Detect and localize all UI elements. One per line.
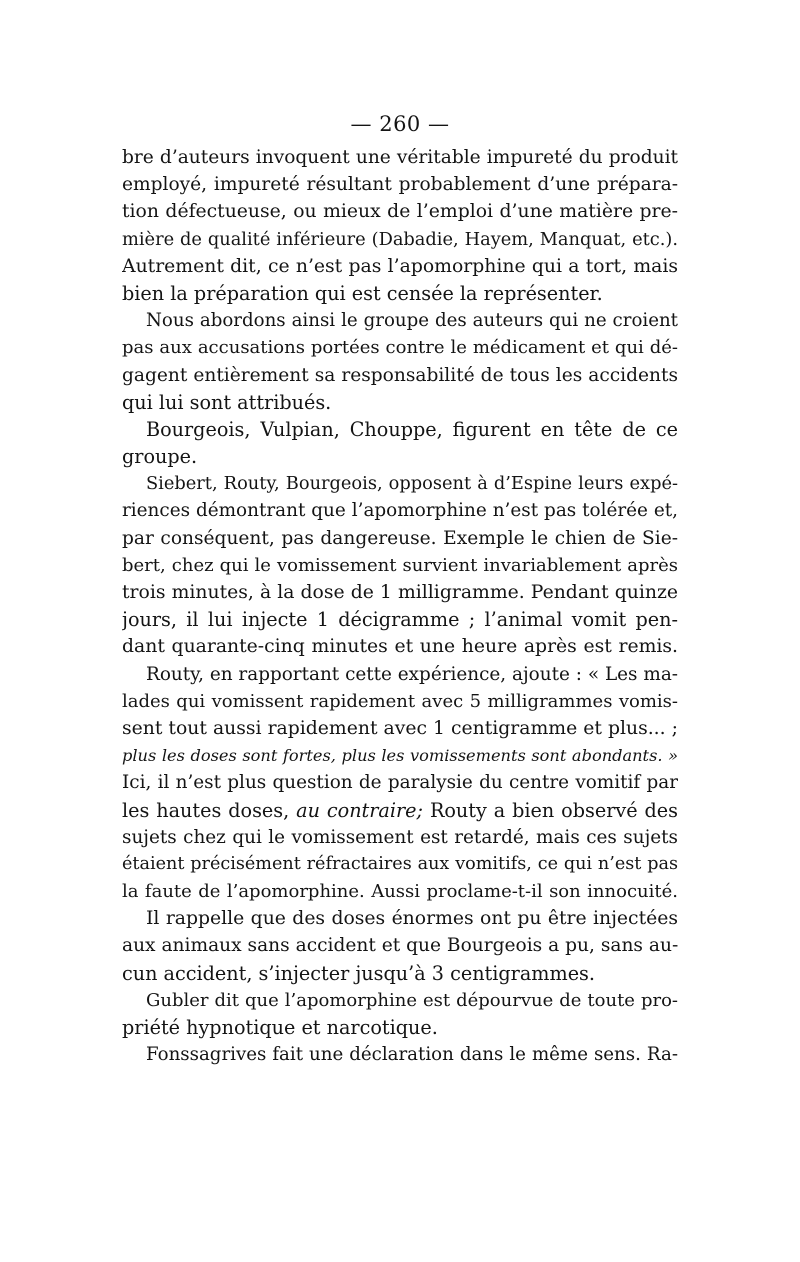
text-line: Autrement dit, ce n’est pas l’apomorphine qui a tort, mais [122, 255, 678, 277]
paragraph-first-line: Nous abordons ainsi le groupe des auteurs qui ne croient [146, 310, 678, 332]
paragraph-first-line: Gubler dit que l’apomorphine est dépourvue de toute pro- [146, 989, 678, 1011]
text-line: gagent entièrement sa responsabilité de tous les accidents [122, 364, 678, 386]
text-line: Ici, il n’est plus question de paralysie du centre vomitif par [122, 772, 678, 794]
paragraph-first-line: Routy, en rapportant cette expérience, ajoute : « Les ma- [146, 663, 678, 685]
text-line: pas aux accusations portées contre le médicament et qui dé- [122, 337, 678, 359]
page-number: — 260 — [350, 112, 450, 136]
italic-segment: au contraire; [296, 798, 423, 822]
text-line-mixed [122, 797, 678, 824]
text-line: tion défectueuse, ou mieux de l’emploi d’une matière pre- [122, 201, 678, 223]
text-line: lades qui vomissent rapidement avec 5 milligrammes vomis- [122, 690, 678, 712]
text-line: sujets chez qui le vomissement est retardé, mais ces sujets [122, 826, 678, 848]
text-line: mière de qualité inférieure (Dabadie, Hayem, Manquat, etc.). [122, 228, 678, 250]
text-line: jours, il lui injecte 1 décigramme ; l’animal vomit pen- [122, 608, 678, 632]
text-line: par conséquent, pas dangereuse. Exemple le chien de Sie- [122, 527, 678, 549]
text-line: riences démontrant que l’apomorphine n’est pas tolérée et, [122, 500, 678, 522]
text-segment: les hautes doses, [122, 798, 290, 822]
paragraph-first-line: Fonssagrives fait une déclaration dans le même sens. Ra- [146, 1044, 678, 1066]
text-line: la faute de l’apomorphine. Aussi proclame-t-il son innocuité. [122, 881, 678, 903]
paragraph-first-line: Il rappelle que des doses énormes ont pu être injectées [146, 908, 678, 930]
body-text [122, 144, 678, 1068]
text-line: bre d’auteurs invoquent une véritable impureté du produit [122, 147, 678, 168]
text-line: aux animaux sans accident et que Bourgeois a pu, sans au- [122, 935, 678, 957]
text-line: employé, impureté résultant probablement d’une prépara- [122, 174, 678, 196]
text-line: dant quarante-cinq minutes et une heure après est remis. [122, 636, 678, 658]
text-line: sent tout aussi rapidement avec 1 centigramme et plus... ; [122, 717, 678, 739]
text-line: bien la préparation qui est censée la représenter. [122, 281, 603, 305]
text-line: trois minutes, à la dose de 1 milligramme. Pendant quinze [122, 582, 678, 603]
italic-quote-line: plus les doses sont fortes, plus les vomissements sont abondants. » [122, 746, 678, 766]
text-line: cun accident, s’injecter jusqu’à 3 centigrammes. [122, 961, 595, 985]
text-line: groupe. [122, 445, 198, 469]
paragraph-first-line: Siebert, Routy, Bourgeois, opposent à d’Espine leurs expé- [146, 473, 678, 495]
text-line: étaient précisément réfractaires aux vomitifs, ce qui n’est pas [122, 853, 678, 874]
text-segment: Routy a bien observé des [429, 798, 678, 822]
text-line: priété hypnotique et narcotique. [122, 1016, 438, 1039]
text-line: bert, chez qui le vomissement survient invariablement après [122, 554, 678, 576]
text-line: qui lui sont attribués. [122, 390, 332, 414]
paragraph-first-line: Bourgeois, Vulpian, Chouppe, figurent en tête de ce [146, 417, 678, 441]
